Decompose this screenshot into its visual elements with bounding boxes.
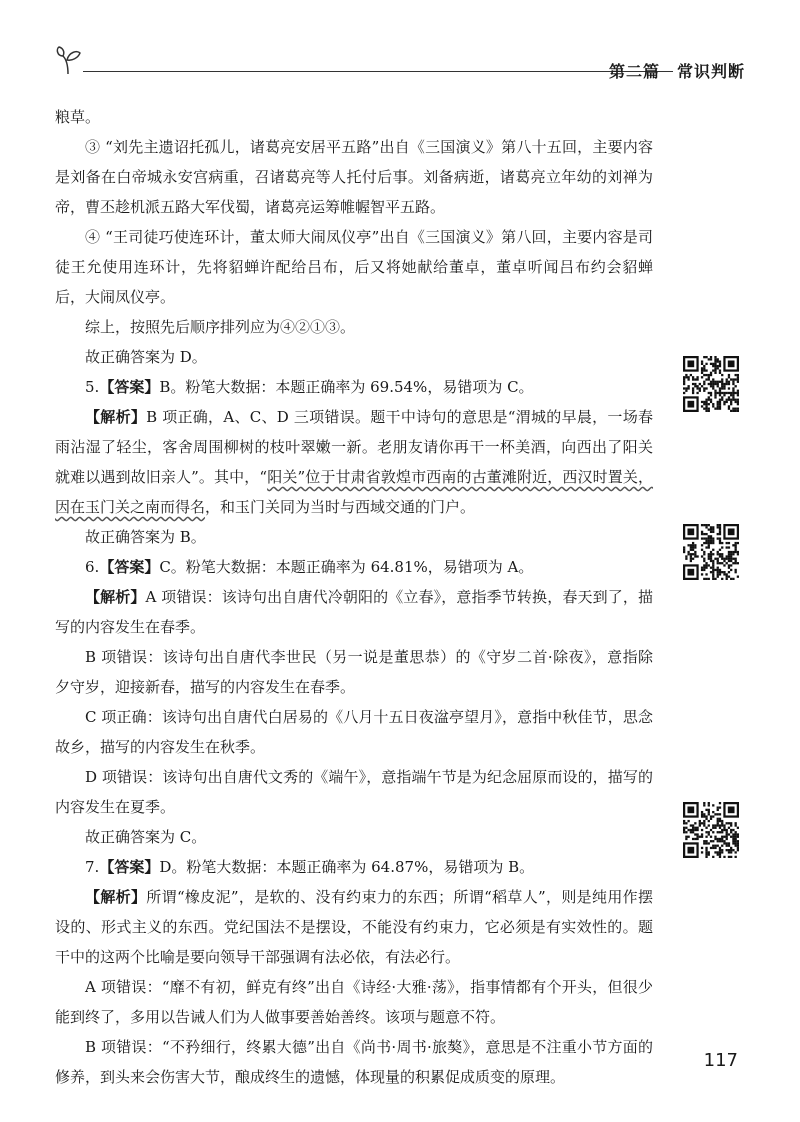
paragraph: 故正确答案为 C。: [85, 828, 207, 846]
q7-explanation: [55, 882, 653, 972]
paragraph: 综上，按照先后顺序排列应为④②①③。: [85, 318, 356, 336]
paragraph: B 项错误：“不矜细行，终累大德”出自《尚书·周书·旅獒》，意思是不注重小节方面的修养，到头来会伤害大节，酿成终生的遗憾，体现量的积累促成质变的原理。: [55, 1038, 653, 1086]
question-number: 6.: [85, 558, 100, 576]
page-body: [55, 102, 653, 1092]
explanation-text: ，和玉门关同为当时与西域交通的门户。: [205, 498, 476, 516]
answer-text: C。粉笔大数据：本题正确率为 64.81%，易错项为 A。: [159, 558, 534, 576]
paragraph: C 项正确：该诗句出自唐代白居易的《八月十五日夜湓亭望月》，意指中秋佳节，思念故乡，描写的内容发生在秋季。: [55, 708, 653, 756]
q6-answer-line: [55, 552, 653, 582]
page-header: [55, 44, 745, 84]
paragraph: 粮草。: [55, 108, 101, 126]
paragraph: A 项错误：“靡不有初，鲜克有终”出自《诗经·大雅·荡》，指事情都有个开头，但很少能到终了，多用以告诫人们为人做事要善始善终。该项与题意不符。: [55, 978, 653, 1026]
q7-answer-line: [55, 852, 653, 882]
header-rule: [83, 71, 673, 72]
question-number: 5.: [85, 378, 100, 396]
answer-tag: 【答案】: [99, 858, 160, 876]
section-title: 第二篇 常识判断: [608, 62, 745, 81]
q6-explanation: [55, 582, 653, 642]
page-number: 117: [703, 1050, 738, 1071]
explanation-tag: 【解析】: [85, 408, 147, 426]
question-number: 7.: [85, 858, 100, 876]
paragraph: ④ “王司徒巧使连环计，董太师大闹凤仪亭”出自《三国演义》第八回，主要内容是司徒王允使用连环计，先将貂蝉许配给吕布，后又将她献给董卓，董卓听闻吕布约会貂蝉后，大闹凤仪亭。: [55, 228, 653, 306]
paragraph: 故正确答案为 B。: [85, 528, 206, 546]
sprout-icon: [55, 44, 83, 76]
q5-explanation: [55, 402, 653, 522]
explanation-tag: 【解析】: [85, 888, 147, 906]
highlighted-text: 阳关”位于甘肃省敦煌市西南的古董滩附近，西汉时置关，因在玉门关之南而得名: [55, 468, 654, 516]
answer-text: D。粉笔大数据：本题正确率为 64.87%，易错项为 B。: [159, 858, 535, 876]
explanation-tag: 【解析】: [85, 588, 146, 606]
explanation-text: B 项正确，A、C、D 三项错误。题干中诗句的意思是“渭城的早晨，一场春雨沾湿了轻尘，客舍周围柳树的枝叶翠嫩一新。老朋友请你再干一杯美酒，向西出了阳关就难以遇到故旧亲人”。其中，“: [55, 408, 653, 486]
qr-code-icon[interactable]: [683, 802, 739, 858]
explanation-text: 所谓“橡皮泥”，是软的、没有约束力的东西；所谓“稻草人”，则是纯用作摆设的、形式主义的东西。党纪国法不是摆设，不能没有约束力，它必须是有实效性的。题干中的这两个比喻是要向领导干部强调有法必依，有法必行。: [55, 888, 653, 966]
answer-text: B。粉笔大数据：本题正确率为 69.54%，易错项为 C。: [159, 378, 534, 396]
paragraph: 故正确答案为 D。: [85, 348, 207, 366]
paragraph: ③ “刘先主遗诏托孤儿，诸葛亮安居平五路”出自《三国演义》第八十五回，主要内容是刘备在白帝城永安宫病重，召诸葛亮等人托付后事。刘备病逝，诸葛亮立年幼的刘禅为帝，曹丕趁机派五路大军伐蜀，诸葛亮运筹帷幄智平五路。: [55, 138, 653, 216]
qr-code-icon[interactable]: [683, 524, 739, 580]
answer-tag: 【答案】: [99, 558, 160, 576]
explanation-text: A 项错误：该诗句出自唐代冷朝阳的《立春》，意指季节转换，春天到了，描写的内容发生在春季。: [55, 588, 653, 636]
paragraph: D 项错误：该诗句出自唐代文秀的《端午》，意指端午节是为纪念屈原而设的，描写的内容发生在夏季。: [55, 768, 653, 816]
qr-code-icon[interactable]: [683, 356, 739, 412]
answer-tag: 【答案】: [99, 378, 160, 396]
q5-answer-line: [55, 372, 653, 402]
paragraph: B 项错误：该诗句出自唐代李世民（另一说是董思恭）的《守岁二首·除夜》，意指除夕守岁，迎接新春，描写的内容发生在春季。: [55, 648, 653, 696]
